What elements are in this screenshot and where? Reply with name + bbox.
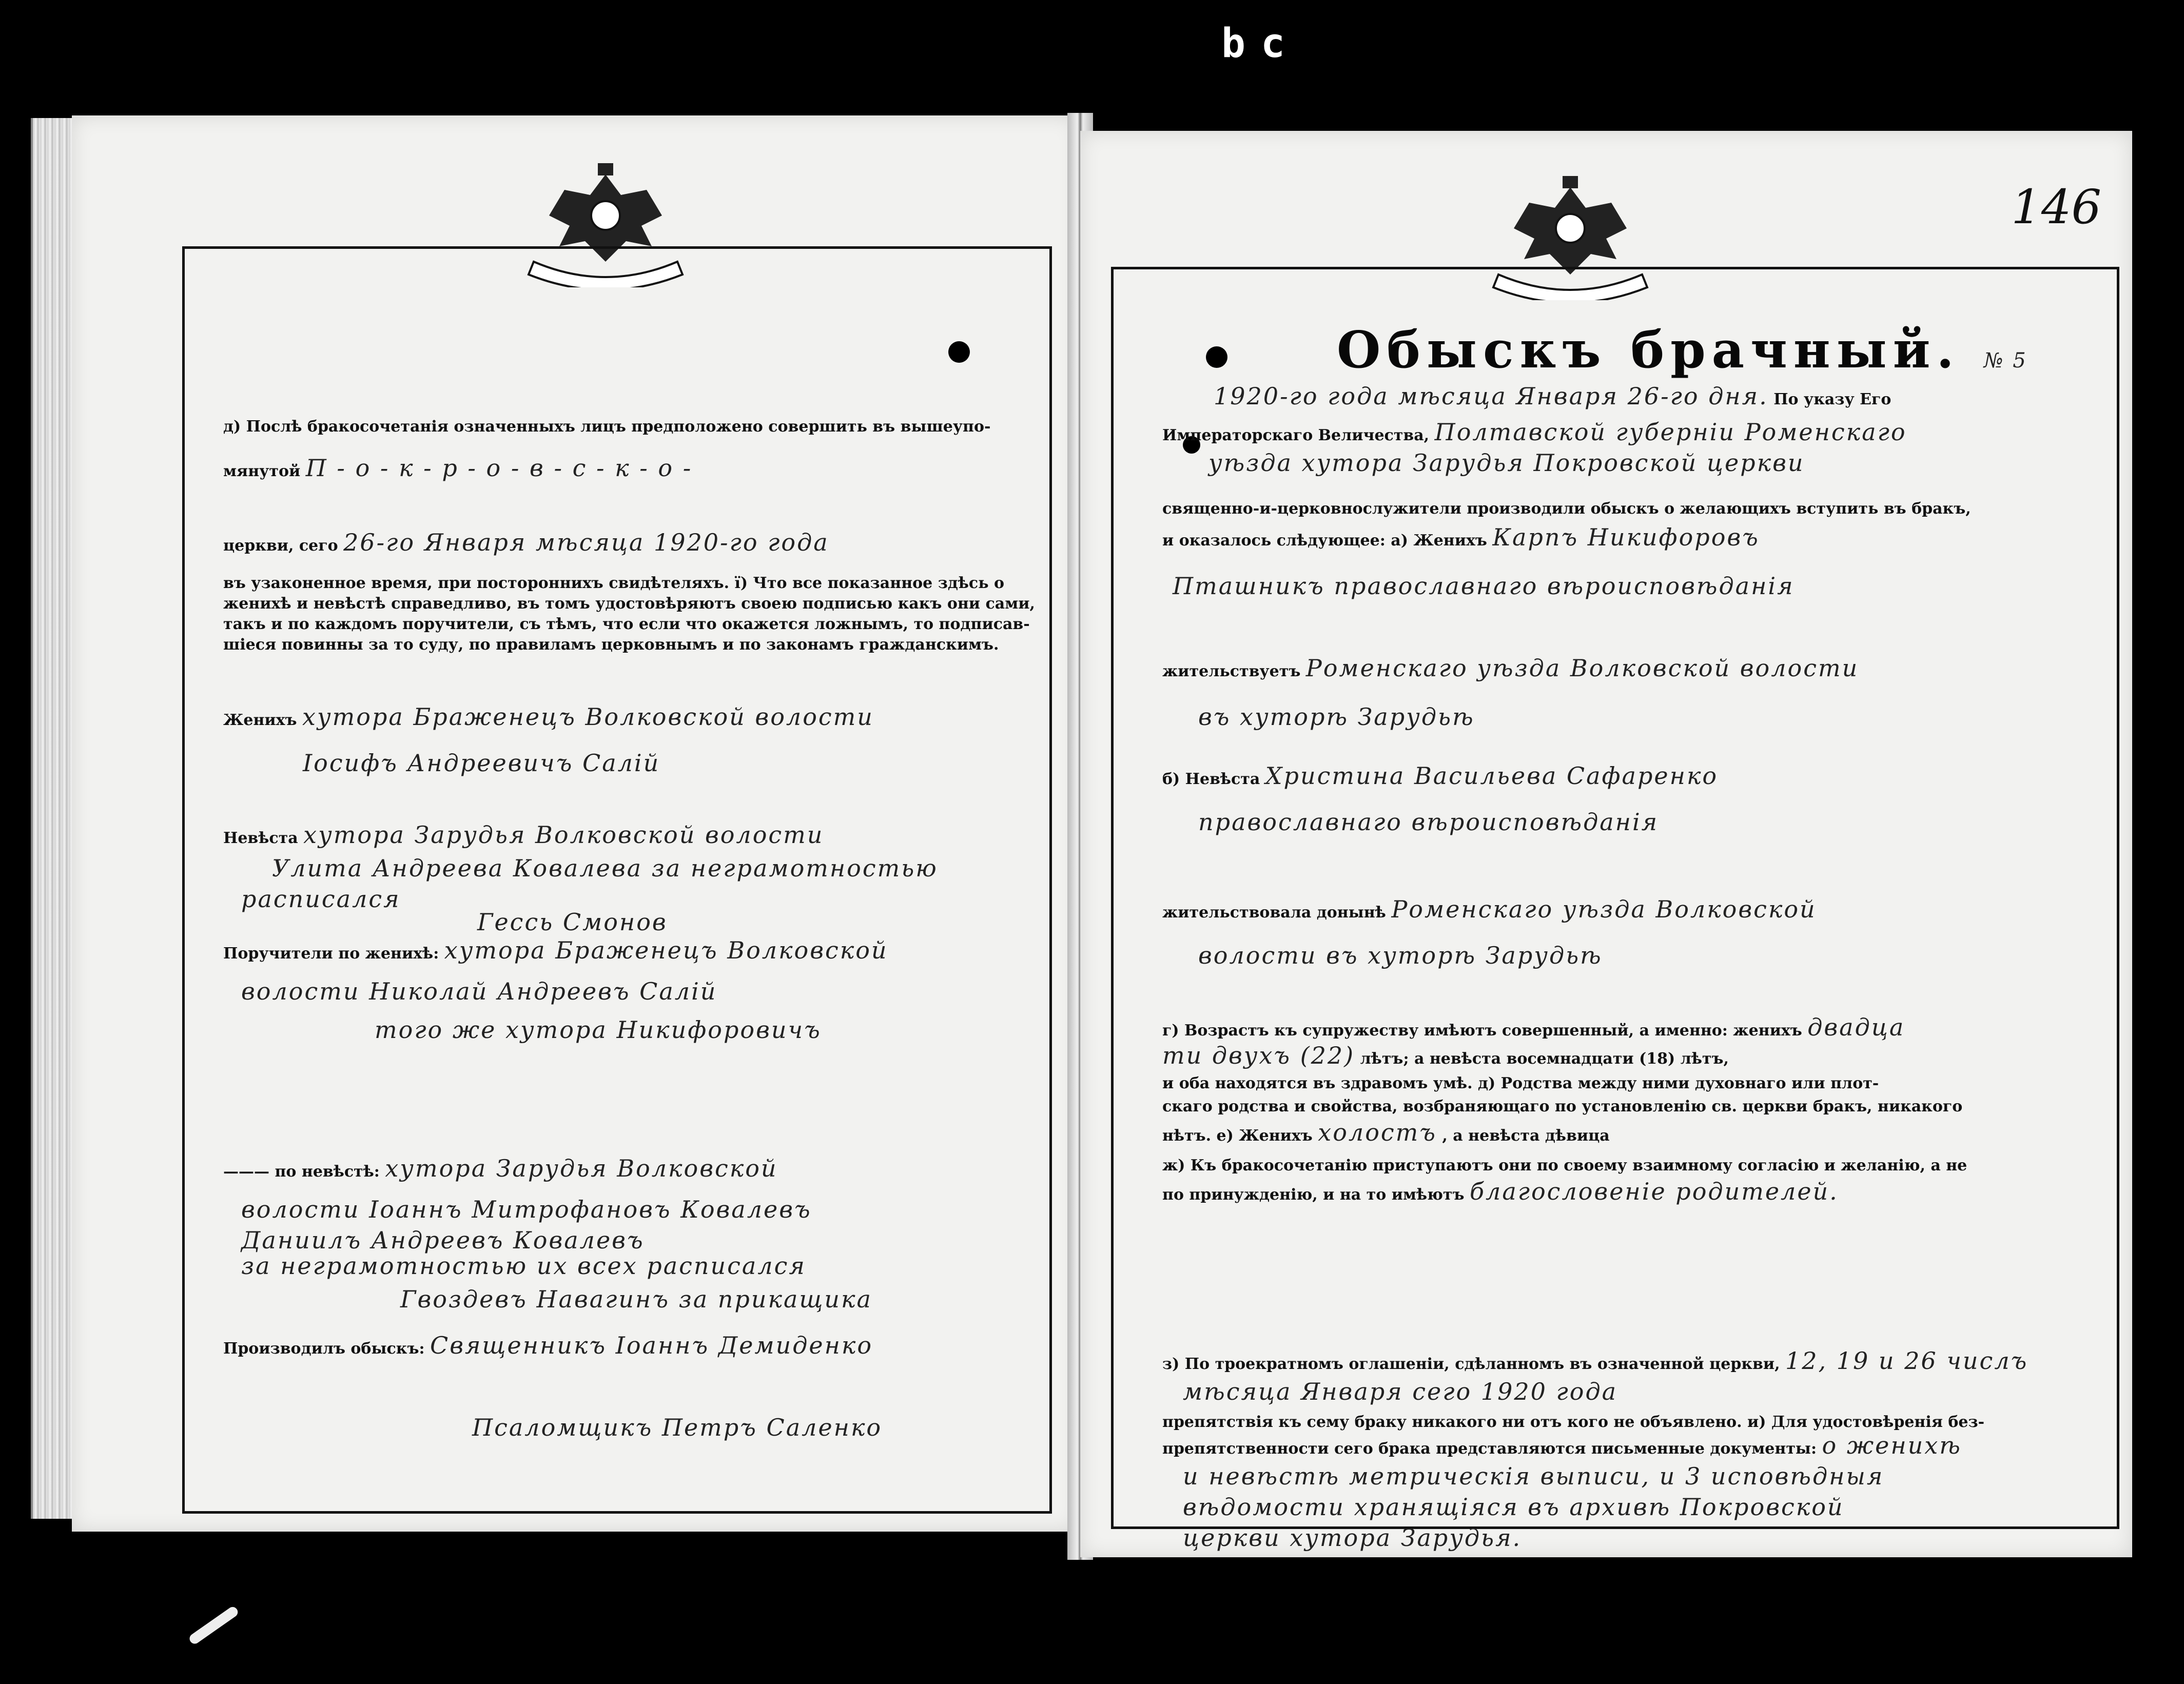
handwritten-text: хутора Браженецъ Волковской волости (302, 703, 874, 731)
line (1198, 942, 1603, 969)
line (1208, 449, 1805, 477)
handwritten-text: Гвоздевъ Навагинъ за прикащика (400, 1285, 872, 1313)
handwritten-text: 26-го Января мѣсяца 1920-го года (343, 528, 829, 556)
line (223, 454, 693, 482)
handwritten-text: 12, 19 и 26 числъ (1785, 1347, 2029, 1375)
line (223, 1154, 778, 1182)
print-text: и оказалось слѣдующее: а) Женихъ (1162, 532, 1487, 550)
handwritten-text: П - о - к - р - о - в - с - к - о - (305, 454, 693, 482)
print-text: препятственности сего брака представляются письменные документы: (1162, 1440, 1817, 1458)
handwritten-text: благословеніе родителей. (1469, 1178, 1839, 1205)
handwritten-text: хутора Зарудья Волковской (385, 1154, 778, 1182)
handwritten-text: Гессь Смонов (477, 908, 668, 936)
line (1173, 572, 1795, 600)
line (223, 1331, 873, 1359)
line (223, 418, 990, 436)
handwritten-text: церкви хутора Зарудья. (1183, 1524, 1522, 1552)
line (1162, 654, 1859, 682)
line (1162, 1347, 2029, 1375)
print-text: , а невѣста дѣвица (1442, 1127, 1610, 1145)
print-text: Императорскаго Величества, (1162, 426, 1430, 444)
handwritten-text: и невѣстѣ метрическія выписи, и 3 исповѣдныя (1183, 1462, 1884, 1490)
handwritten-text: Улита Андреева Ковалева за неграмотностью (272, 854, 938, 882)
line (241, 1252, 806, 1280)
header-mark: bc (1221, 21, 1300, 67)
handwritten-text: Карпъ Никифоровъ (1492, 523, 1760, 551)
print-text: Невѣста (223, 829, 298, 847)
line (1162, 500, 1971, 518)
handwritten-text: Священникъ Іоаннъ Демиденко (430, 1331, 873, 1359)
print-text: препятствія къ сему браку никакого ни отъ кого не объявлено. и) Для удостовѣренія без- (1162, 1413, 1985, 1431)
page-number: 146 (2011, 180, 2101, 234)
line (223, 616, 1030, 633)
print-text: скаго родства и свойства, возбраняющаго по установленію св. церкви бракъ, никакого (1162, 1098, 1963, 1115)
print-text: б) Невѣста (1162, 770, 1260, 788)
handwritten-text: волости Іоаннъ Митрофановъ Ковалевъ (241, 1196, 812, 1223)
print-text: жительствовала донынѣ (1162, 904, 1386, 922)
line (1162, 1414, 1984, 1431)
handwritten-text: двадца (1807, 1013, 1905, 1041)
print-text: женихѣ и невѣстѣ справедливо, въ томъ удостовѣряютъ своею подписью какъ они сами, (223, 595, 1035, 613)
print-text: по принужденію, и на то имѣютъ (1162, 1186, 1465, 1204)
line (1198, 703, 1475, 731)
handwritten-text: того же хутора Никифоровичъ (375, 1016, 822, 1044)
print-text: священно-и-церковнослужители производили обыскъ о желающихъ вступить въ бракъ, (1162, 500, 1971, 518)
line (303, 749, 660, 777)
print-text: д) Послѣ бракосочетанія означенныхъ лицъ предположено совершить въ вышеупо- (223, 418, 991, 436)
line (1183, 1462, 1884, 1490)
print-text: Производилъ обыскъ: (223, 1340, 425, 1358)
line (1162, 1013, 1905, 1041)
line (1183, 1378, 1618, 1405)
print-text: ж) Къ бракосочетанію приступаютъ они по своему взаимному согласію и желанію, а не (1162, 1157, 1967, 1174)
print-text: г) Возрастъ къ супружеству имѣютъ совершенный, а именно: женихъ (1162, 1022, 1802, 1040)
handwritten-text: расписался (241, 885, 401, 913)
line (1183, 1493, 1844, 1521)
handwritten-text: вѣдомости хранящіяся въ архивѣ Покровской (1183, 1493, 1844, 1521)
handwritten-text: Роменскаго уѣзда Волковской волости (1305, 654, 1859, 682)
line (477, 908, 668, 936)
line (223, 575, 1004, 592)
handwritten-text: холостъ (1318, 1119, 1437, 1146)
handwritten-text: мѣсяца Января сего 1920 года (1183, 1378, 1618, 1405)
print-text: ——— по невѣстѣ: (223, 1163, 380, 1181)
line (400, 1285, 872, 1313)
line (1162, 1432, 1962, 1459)
line (241, 885, 401, 913)
line (1162, 1075, 1879, 1092)
print-text: Поручители по женихѣ: (223, 945, 439, 963)
page-title (1337, 321, 2027, 380)
line (472, 1414, 883, 1441)
handwritten-text: Христина Васильева Сафаренко (1265, 762, 1719, 790)
record-number: № 5 (1983, 349, 2027, 373)
handwritten-text: ти двухъ (22) (1162, 1042, 1355, 1069)
handwritten-text: за неграмотностью их всех расписался (241, 1252, 806, 1280)
handwritten-text: православнаго вѣроисповѣданія (1198, 808, 1659, 836)
line (223, 636, 999, 654)
print-text: шіеся повинны за то суду, по правиламъ церковнымъ и по законамъ гражданскимъ. (223, 636, 999, 654)
handwritten-text: 1920-го года мѣсяца Января 26-го дня. (1214, 382, 1768, 410)
handwritten-text: Даниилъ Андреевъ Ковалевъ (241, 1226, 645, 1254)
print-text: и оба находятся въ здравомъ умѣ. д) Родства между ними духовнаго или плот- (1162, 1074, 1879, 1092)
line (223, 703, 874, 731)
print-text: церкви, сего (223, 537, 338, 555)
line (1162, 523, 1760, 551)
handwritten-text: волости Николай Андреевъ Салій (241, 977, 717, 1005)
left-page (72, 115, 1078, 1532)
print-text: По указу Его (1773, 390, 1892, 408)
line (241, 1196, 812, 1223)
handwritten-text: Псаломщикъ Петръ Саленко (472, 1414, 883, 1441)
line (1162, 762, 1719, 790)
handwritten-text: хутора Зарудья Волковской волости (303, 821, 824, 849)
line (1162, 1178, 1839, 1205)
line (1198, 808, 1659, 836)
line (375, 1016, 822, 1044)
handwritten-text: Роменскаго уѣзда Волковской (1391, 895, 1817, 923)
handwritten-text: хутора Браженецъ Волковской (444, 936, 888, 964)
title-text: Обыскъ брачный. (1337, 321, 1960, 380)
line (241, 977, 717, 1005)
line (272, 854, 938, 882)
print-text: з) По троекратномъ оглашеніи, сдѣланномъ въ означенной церкви, (1162, 1355, 1780, 1373)
line (1162, 1098, 1962, 1115)
handwritten-text: уѣзда хутора Зарудья Покровской церкви (1208, 449, 1805, 477)
print-text: въ узаконенное время, при постороннихъ свидѣтеляхъ. ї) Что все показанное здѣсь о (223, 574, 1005, 592)
handwritten-text: волости въ хуторѣ Зарудьѣ (1198, 942, 1603, 969)
handwritten-text: Іосифъ Андреевичъ Салій (303, 749, 660, 777)
handwritten-text: о женихѣ (1822, 1432, 1962, 1459)
right-page (1080, 131, 2132, 1557)
print-text: мянутой (223, 462, 301, 480)
line (1162, 895, 1817, 923)
print-text: жительствуетъ (1162, 662, 1301, 680)
line (1162, 418, 1907, 446)
handwritten-text: Полтавской губерніи Роменскаго (1434, 418, 1907, 446)
line (223, 821, 824, 849)
line (1162, 1042, 1729, 1069)
line (241, 1226, 645, 1254)
print-text: такъ и по каждомъ поручители, съ тѣмъ, что если что окажется ложнымъ, то подписав- (223, 615, 1030, 633)
corner-scratch (163, 1579, 273, 1684)
handwritten-text: въ хуторѣ Зарудьѣ (1198, 703, 1475, 731)
line (1214, 382, 1892, 410)
line (223, 528, 829, 556)
line (1183, 1524, 1522, 1552)
print-text: нѣтъ. е) Женихъ (1162, 1127, 1313, 1145)
line (223, 936, 888, 964)
print-text: лѣтъ; а невѣста восемнадцати (18) лѣтъ, (1360, 1050, 1729, 1068)
print-text: Женихъ (223, 711, 297, 729)
line (223, 595, 1035, 613)
handwritten-text: Пташникъ православнаго вѣроисповѣданія (1173, 572, 1795, 600)
line (1162, 1157, 1967, 1174)
line (1162, 1119, 1610, 1146)
